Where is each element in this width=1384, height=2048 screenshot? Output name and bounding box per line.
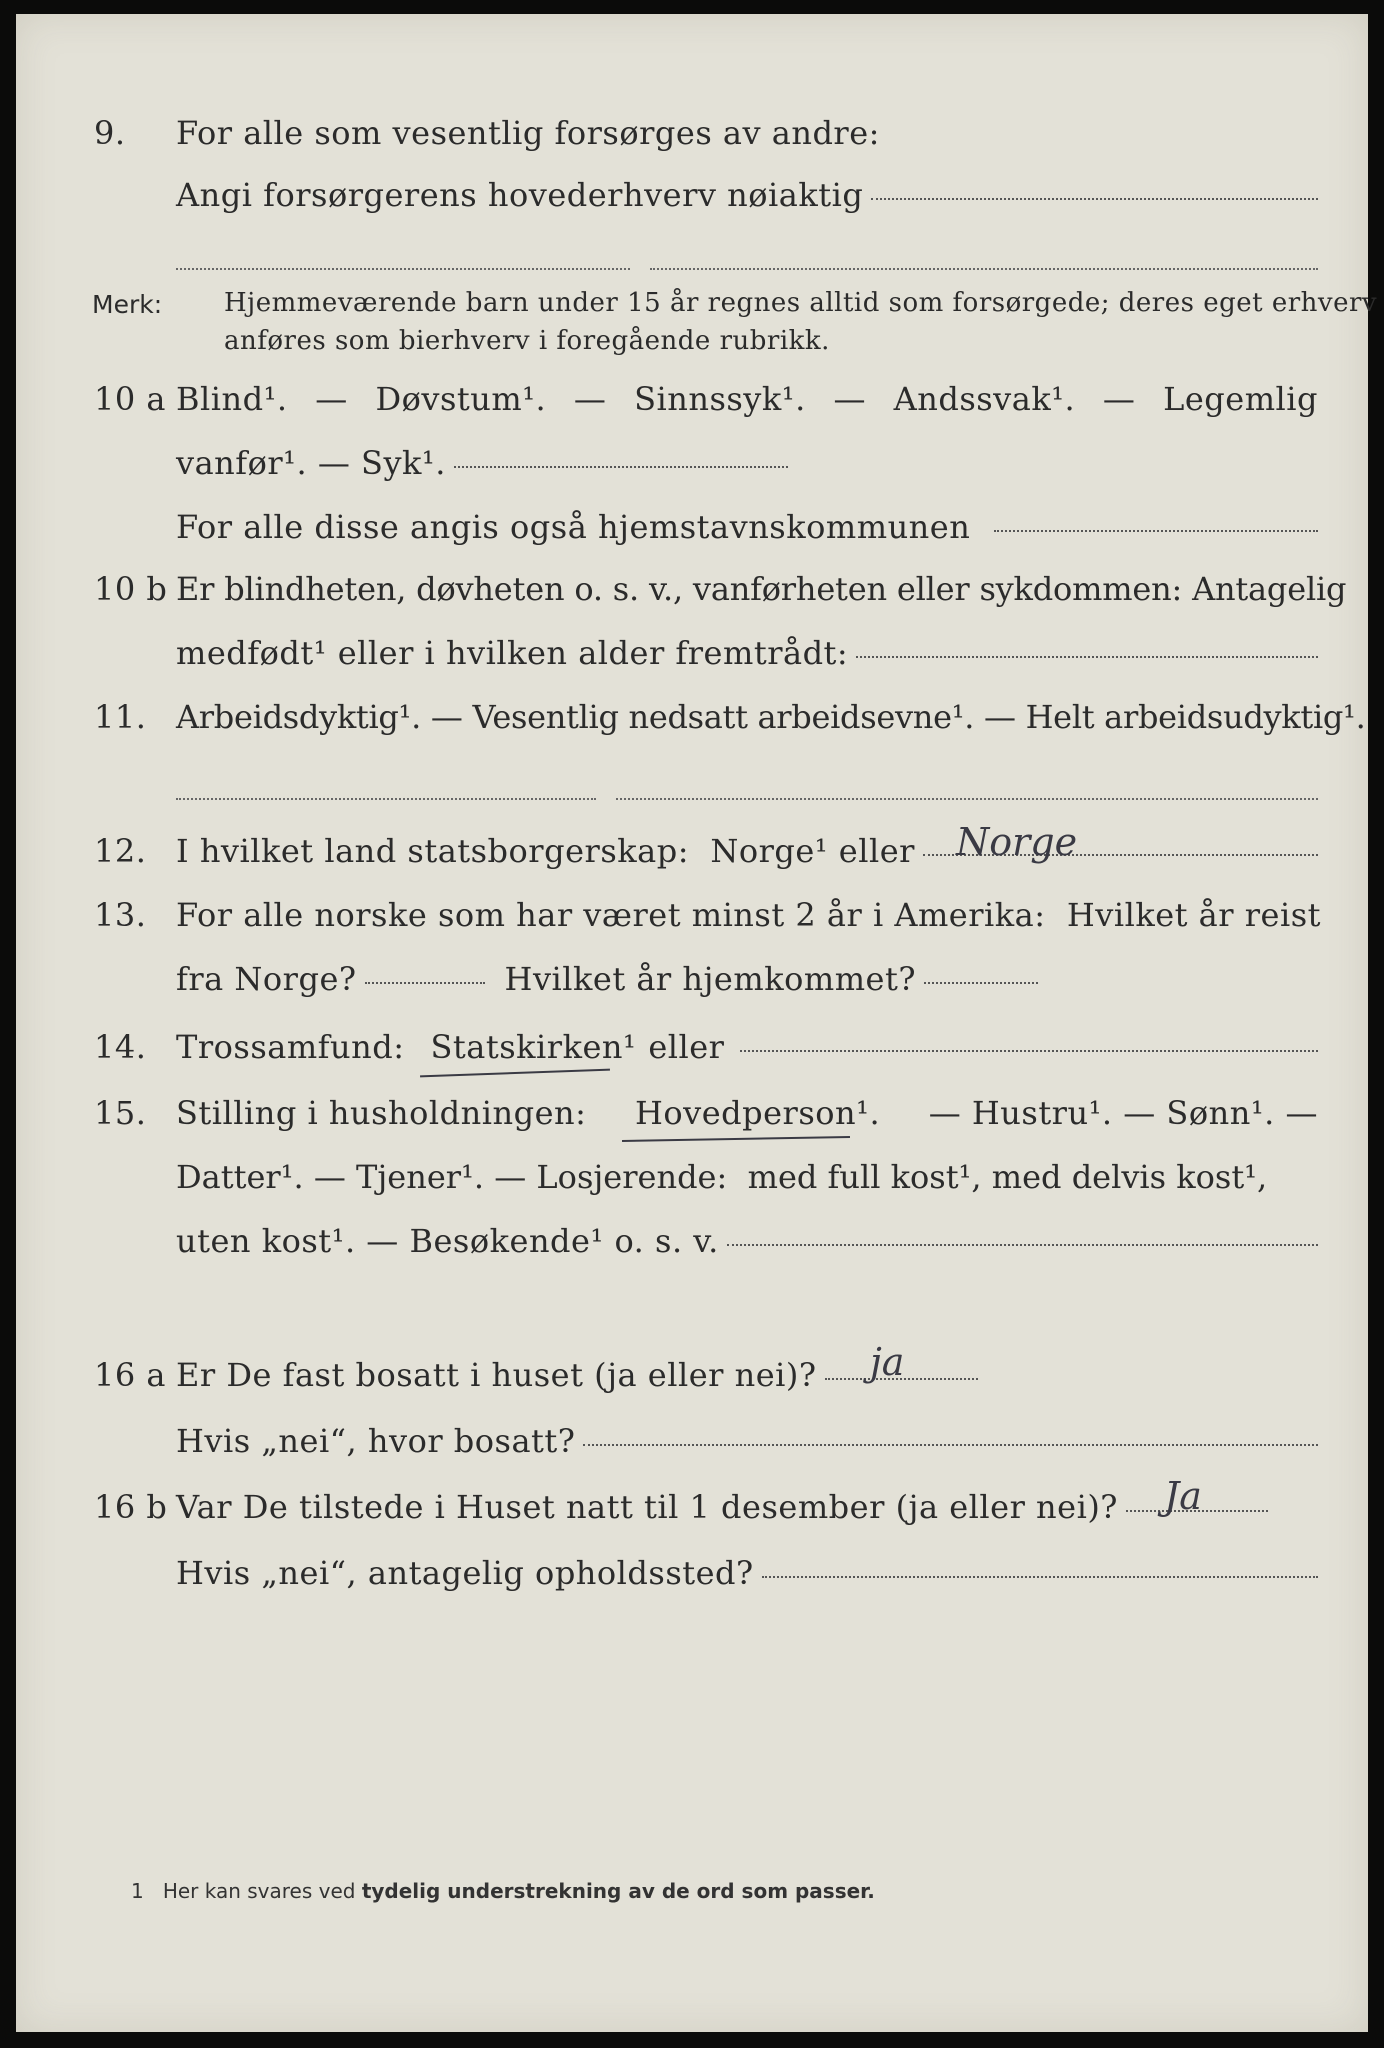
q9-subtext: Angi forsørgerens hovederhverv nøiaktig bbox=[176, 176, 864, 214]
q9-line1 bbox=[16, 114, 1368, 158]
q16b-handwritten-answer: Ja bbox=[1164, 1474, 1202, 1518]
q13-text: For alle norske som har været minst 2 år i Amerika: Hvilket år reist bbox=[176, 896, 1321, 934]
q10b-line2 bbox=[16, 634, 1368, 678]
dash: — bbox=[315, 380, 348, 418]
q10a-answer-line[interactable] bbox=[454, 466, 788, 468]
q13-line1 bbox=[16, 896, 1368, 940]
q9-number: 9. bbox=[94, 114, 126, 152]
q15-line3 bbox=[16, 1222, 1368, 1266]
q13-hjem-line[interactable] bbox=[924, 982, 1038, 984]
q15-options-c[interactable]: uten kost¹. — Besøkende¹ o. s. v. bbox=[176, 1222, 719, 1260]
q14-line1 bbox=[16, 1028, 1368, 1072]
merk-label: Merk: bbox=[92, 290, 163, 319]
q16b-opholdssted-line[interactable] bbox=[762, 1576, 1318, 1578]
q10a-hjemstavn-line[interactable] bbox=[994, 530, 1318, 532]
q15-line2 bbox=[16, 1158, 1368, 1202]
q15-options-b[interactable]: Datter¹. — Tjener¹. — Losjerende: med full kost¹, med delvis kost¹, bbox=[176, 1158, 1268, 1196]
q16b-text: Var De tilstede i Huset natt til 1 desember (ja eller nei)? bbox=[176, 1488, 1118, 1526]
q11-options[interactable]: Arbeidsdyktig¹. — Vesentlig nedsatt arbeidsevne¹. — Helt arbeidsudyktig¹. bbox=[176, 698, 1366, 736]
q13-number: 13. bbox=[94, 896, 147, 934]
footnote-mark: 1 bbox=[131, 1879, 144, 1903]
q13-reist-label: fra Norge? bbox=[176, 960, 357, 998]
q10b-text: Er blindheten, døvheten o. s. v., vanførheten eller sykdommen: Antagelig bbox=[176, 570, 1347, 608]
q16a-subtext: Hvis „nei“, hvor bosatt? bbox=[176, 1422, 576, 1460]
q11-line1 bbox=[16, 698, 1368, 742]
q15-line1 bbox=[16, 1094, 1368, 1138]
q13-reist-line[interactable] bbox=[365, 982, 485, 984]
option-blind[interactable]: Blind¹. bbox=[176, 380, 288, 418]
q16b-line2 bbox=[16, 1554, 1368, 1598]
q16a-text: Er De fast bosatt i huset (ja eller nei)? bbox=[176, 1356, 817, 1394]
q10a-hjemstavn-text: For alle disse angis også hjemstavnskommunen bbox=[176, 508, 971, 546]
option-hovedperson[interactable]: Hovedperson¹. bbox=[634, 1094, 881, 1132]
q16b-subtext: Hvis „nei“, antagelig opholdssted? bbox=[176, 1554, 754, 1592]
q16a-line1 bbox=[16, 1356, 1368, 1400]
q9-answer-line[interactable] bbox=[871, 198, 1318, 200]
q11-number: 11. bbox=[94, 698, 147, 736]
q16a-number: 16 a bbox=[94, 1356, 166, 1394]
q13-line2 bbox=[16, 960, 1368, 1004]
dash: — bbox=[1102, 380, 1136, 418]
q11-line-b[interactable] bbox=[616, 798, 1318, 800]
q16b-number: 16 b bbox=[94, 1488, 168, 1526]
footnote-plain: Her kan svares ved bbox=[162, 1879, 356, 1903]
q12-text: I hvilket land statsborgerskap: Norge¹ eller bbox=[176, 832, 915, 870]
q12-handwritten-answer: Norge bbox=[956, 820, 1078, 864]
q10b-subtext: medfødt¹ eller i hvilken alder fremtrådt: bbox=[176, 634, 849, 672]
q10a-line2 bbox=[16, 444, 1368, 488]
option-andssvak[interactable]: Andssvak¹. bbox=[893, 380, 1076, 418]
option-sinnssyk[interactable]: Sinnssyk¹. bbox=[634, 380, 806, 418]
q12-line1 bbox=[16, 832, 1368, 876]
option-legemlig[interactable]: Legemlig bbox=[1163, 380, 1318, 418]
q15-label: Stilling i husholdningen: bbox=[176, 1094, 587, 1132]
q16a-line2 bbox=[16, 1422, 1368, 1466]
q10a-number: 10 a bbox=[94, 380, 166, 418]
q9-line2 bbox=[16, 176, 1368, 220]
q16a-handwritten-answer: ja bbox=[870, 1340, 905, 1384]
footnote bbox=[131, 1879, 875, 1903]
census-form-page bbox=[16, 14, 1378, 2032]
merk-line1: Hjemmeværende barn under 15 år regnes alltid som forsørgede; deres eget erhverv bbox=[224, 288, 1378, 318]
merk-line2: anføres som bierhverv i foregående rubrikk. bbox=[224, 326, 830, 356]
q15-number: 15. bbox=[94, 1094, 147, 1132]
q10a-line1 bbox=[16, 380, 1368, 424]
q16a-bosatt-line[interactable] bbox=[583, 1444, 1318, 1446]
q11-line-a[interactable] bbox=[176, 798, 596, 800]
q14-suffix: eller bbox=[648, 1028, 725, 1066]
q13-hjem-label: Hvilket år hjemkommet? bbox=[504, 960, 916, 998]
q10b-number: 10 b bbox=[94, 570, 168, 608]
q15-answer-line[interactable] bbox=[727, 1244, 1318, 1246]
q14-number: 14. bbox=[94, 1028, 147, 1066]
q10a-line3 bbox=[16, 508, 1368, 552]
dash: — bbox=[573, 380, 607, 418]
option-statskirken[interactable]: Statskirken¹ bbox=[430, 1028, 637, 1066]
q9-text: For alle som vesentlig forsørges av andre: bbox=[176, 114, 880, 152]
q10b-answer-line[interactable] bbox=[856, 656, 1318, 658]
q15-options-a[interactable]: — Hustru¹. — Sønn¹. — bbox=[928, 1094, 1318, 1132]
q12-number: 12. bbox=[94, 832, 147, 870]
footnote-bold: tydelig understrekning av de ord som passer. bbox=[361, 1879, 875, 1903]
q10b-line1 bbox=[16, 570, 1368, 614]
option-dovstum[interactable]: Døvstum¹. bbox=[375, 380, 547, 418]
q9-extra-line-a[interactable] bbox=[176, 268, 630, 270]
q14-answer-line[interactable] bbox=[740, 1050, 1318, 1052]
dash: — bbox=[833, 380, 866, 418]
q9-extra-line-b[interactable] bbox=[650, 268, 1318, 270]
q14-label: Trossamfund: bbox=[176, 1028, 405, 1066]
option-vanfor-syk[interactable]: vanfør¹. — Syk¹. bbox=[176, 444, 446, 482]
